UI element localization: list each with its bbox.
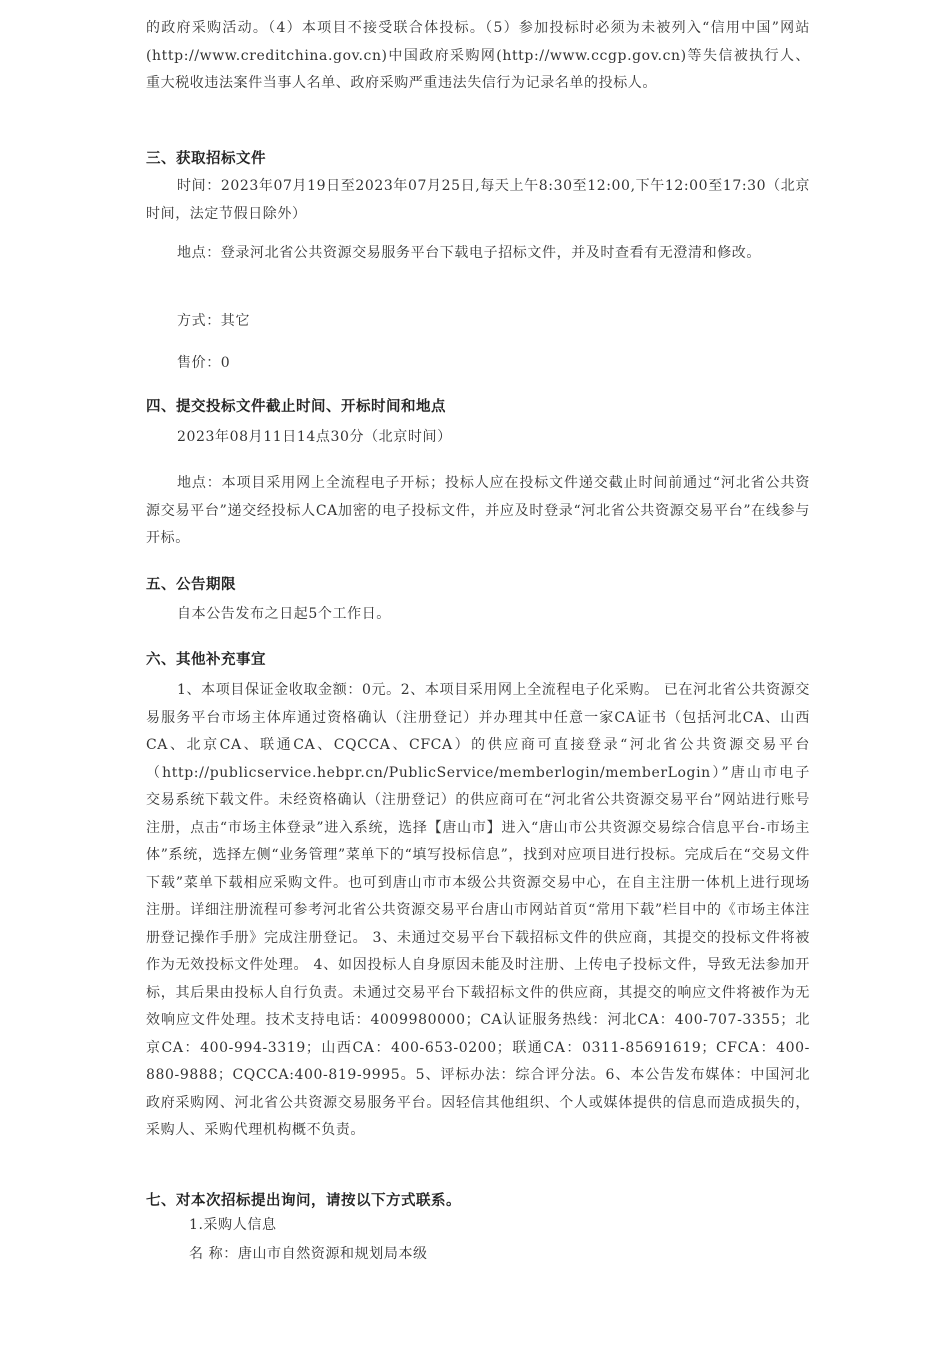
purchaser-info-heading: 1.采购人信息 [189, 1217, 277, 1233]
purchaser-name: 名 称：唐山市自然资源和规划局本级 [189, 1246, 428, 1262]
section-3-heading: 三、获取招标文件 [146, 151, 266, 167]
section-4-heading: 四、提交投标文件截止时间、开标时间和地点 [146, 399, 446, 415]
section-6-text: 1、本项目保证金收取金额：0元。2、本项目采用网上全流程电子化采购。 已在河北省公共资源交易服务平台市场主体库通过资格确认（注册登记）并办理其中任意一家CA证书（包括河北CA、山西CA、北京CA、联通CA、CQCCA、CFCA）的供应商可直接登录“河北省公共资源交易平台（http://publicservice.hebpr.cn/PublicService/memberlogin/memberLogin）”唐山市电子交易系统下载文件。未经资格确认（注册登记）的供应商可在“河北省公共资源交易平台”网站进行账号注册，点击“市场主体登录”进入系统，选择【唐山市】进入“唐山市公共资源交易综合信息平台-市场主体”系统，选择左侧“业务管理”菜单下的“填写投标信息”，找到对应项目进行投标。完成后在“交易文件下载”菜单下载相应采购文件。也可到唐山市市本级公共资源交易中心，在自主注册一体机上进行现场注册。详细注册流程可参考河北省公共资源交易平台唐山市网站首页“常用下载”栏目中的《市场主体注册登记操作手册》完成注册登记。 3、未通过交易平台下载招标文件的供应商，其提交的投标文件将被作为无效投标文件处理。 4、如因投标人自身原因未能及时注册、上传电子投标文件，导致无法参加开标，其后果由投标人自行负责。未通过交易平台下载招标文件的供应商，其提交的响应文件将被作为无效响应文件处理。技术支持电话：4009980000；CA认证服务热线：河北CA：400-707-3355；北京CA：400-994-3319；山西CA：400-653-0200；联通CA：0311-85691619；CFCA：400-880-9888；CQCCA:400-819-9995。5、评标办法：综合评分法。6、本公告发布媒体：中国河北政府采购网、河北省公共资源交易服务平台。因轻信其他组织、个人或媒体提供的信息而造成损失的，采购人、采购代理机构概不负责。 [146, 682, 810, 1138]
section-3-time: 时间：2023年07月19日至2023年07月25日,每天上午8:30至12:00,下午12:00至17:30（北京时间，法定节假日除外） [146, 178, 810, 222]
section-3-method: 方式：其它 [177, 313, 250, 329]
section-3-location: 地点：登录河北省公共资源交易服务平台下载电子招标文件，并及时查看有无澄清和修改。 [177, 245, 761, 261]
intro-paragraph: 的政府采购活动。（4）本项目不接受联合体投标。（5）参加投标时必须为未被列入“信用中国”网站(http://www.creditchina.gov.cn)中国政府采购网(http://www.ccgp.gov.cn)等失信被执行人、重大税收违法案件当事人名单、政府采购严重违法失信行为记录名单的投标人。 [146, 20, 810, 91]
section-5-heading: 五、公告期限 [146, 577, 236, 593]
section-5-text: 自本公告发布之日起5个工作日。 [177, 606, 391, 622]
section-4-location: 地点：本项目采用网上全流程电子开标；投标人应在投标文件递交截止时间前通过“河北省公共资源交易平台”递交经投标人CA加密的电子投标文件，并应及时登录“河北省公共资源交易平台”在线参与开标。 [146, 475, 810, 546]
section-7-heading: 七、对本次招标提出询问，请按以下方式联系。 [146, 1193, 461, 1209]
section-6-heading: 六、其他补充事宜 [146, 652, 266, 668]
section-3-price: 售价：0 [177, 355, 231, 371]
section-4-deadline: 2023年08月11日14点30分（北京时间） [177, 429, 452, 445]
